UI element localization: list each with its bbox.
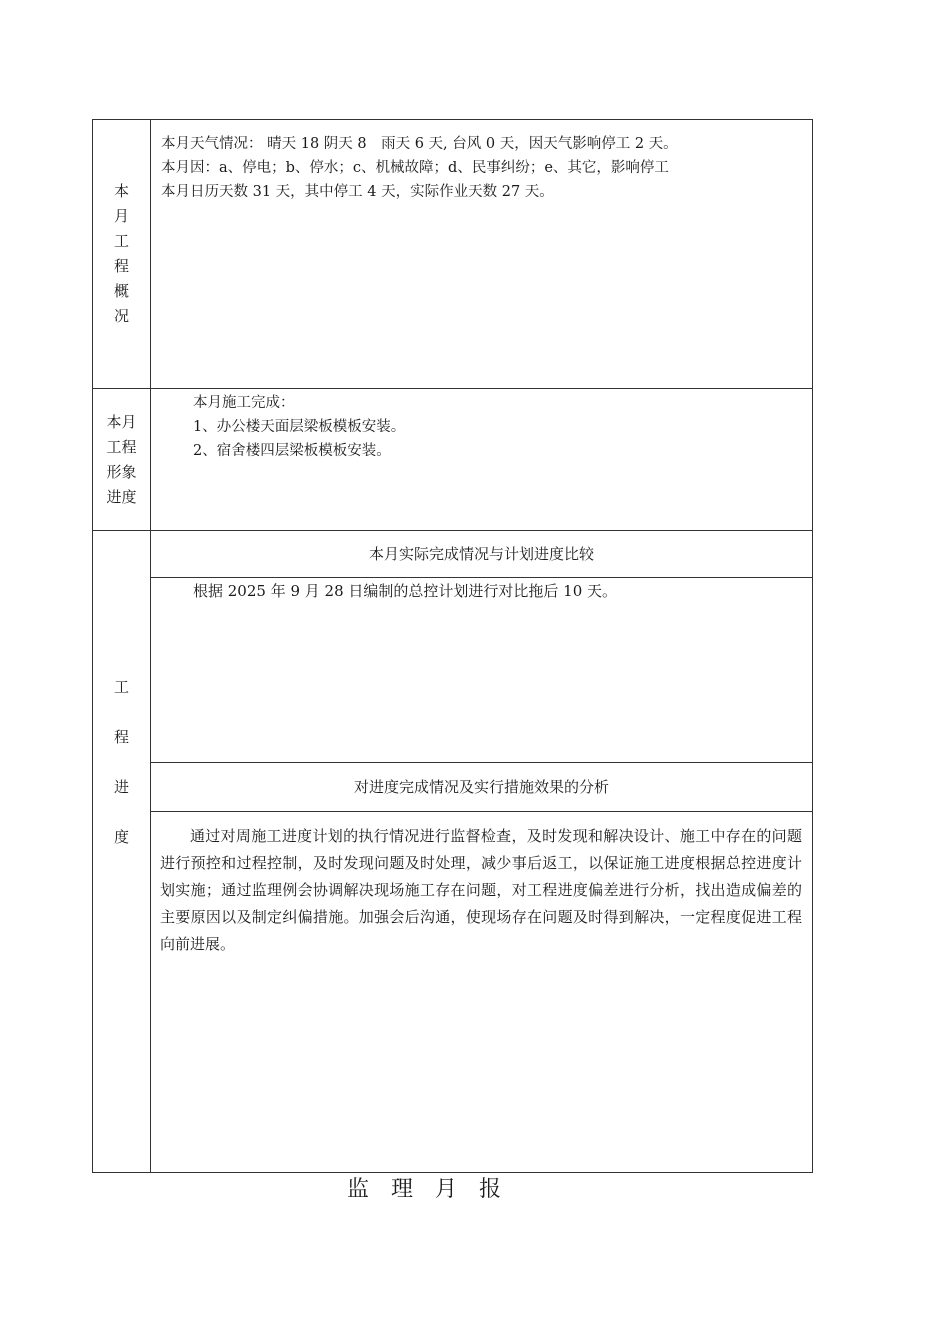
overview-label-text: 本 月 工 程 概 况 (113, 182, 129, 325)
completed-intro: 本月施工完成： (193, 395, 295, 411)
schedule-label (93, 531, 151, 1172)
overview-label (93, 120, 151, 388)
report-title: 监理月报 (347, 1177, 524, 1202)
schedule-label-text: 工 程 进 度 (113, 677, 129, 846)
divider (151, 577, 812, 578)
weather-line: 本月天气情况： 晴天 18 阴天 8 雨天 6 天, 台风 0 天，因天气影响停工 2 天。 (161, 136, 678, 152)
monthly-report-table (92, 119, 813, 1173)
divider (151, 811, 812, 812)
working-days-line: 本月日历天数 31 天，其中停工 4 天，实际作业天数 27 天。 (161, 184, 554, 200)
divider (93, 388, 812, 389)
stoppage-cause-line: 本月因：a、停电；b、停水；c、机械故障；d、民事纠纷；e、其它，影响停工 (161, 160, 669, 176)
analysis-heading: 对进度完成情况及实行措施效果的分析 (353, 778, 609, 796)
image-progress-label-text: 本月 工程 形象 进度 (106, 412, 137, 506)
comparison-heading: 本月实际完成情况与计划进度比较 (368, 545, 594, 563)
image-progress-content (151, 391, 812, 463)
image-progress-label (93, 389, 151, 530)
completed-item: 2、宿舍楼四层梁板模板安装。 (193, 443, 391, 459)
completed-item: 1、办公楼天面层梁板模板安装。 (193, 419, 406, 435)
comparison-text: 根据 2025 年 9 月 28 日编制的总控计划进行对比拖后 10 天。 (193, 582, 618, 600)
analysis-text: 通过对周施工进度计划的执行情况进行监督检查，及时发现和解决设计、施工中存在的问题进行预控和过程控制，及时发现问题及时处理，减少事后返工，以保证施工进度根据总控进度计划实施；通过监理例会协调解决现场施工存在问题，对工程进度偏差进行分析，找出造成偏差的主要原因以及制定纠偏措施。加强会后沟通，使现场存在问题及时得到解决，一定程度促进工程向前进展。 (160, 827, 802, 953)
overview-content (151, 132, 812, 204)
